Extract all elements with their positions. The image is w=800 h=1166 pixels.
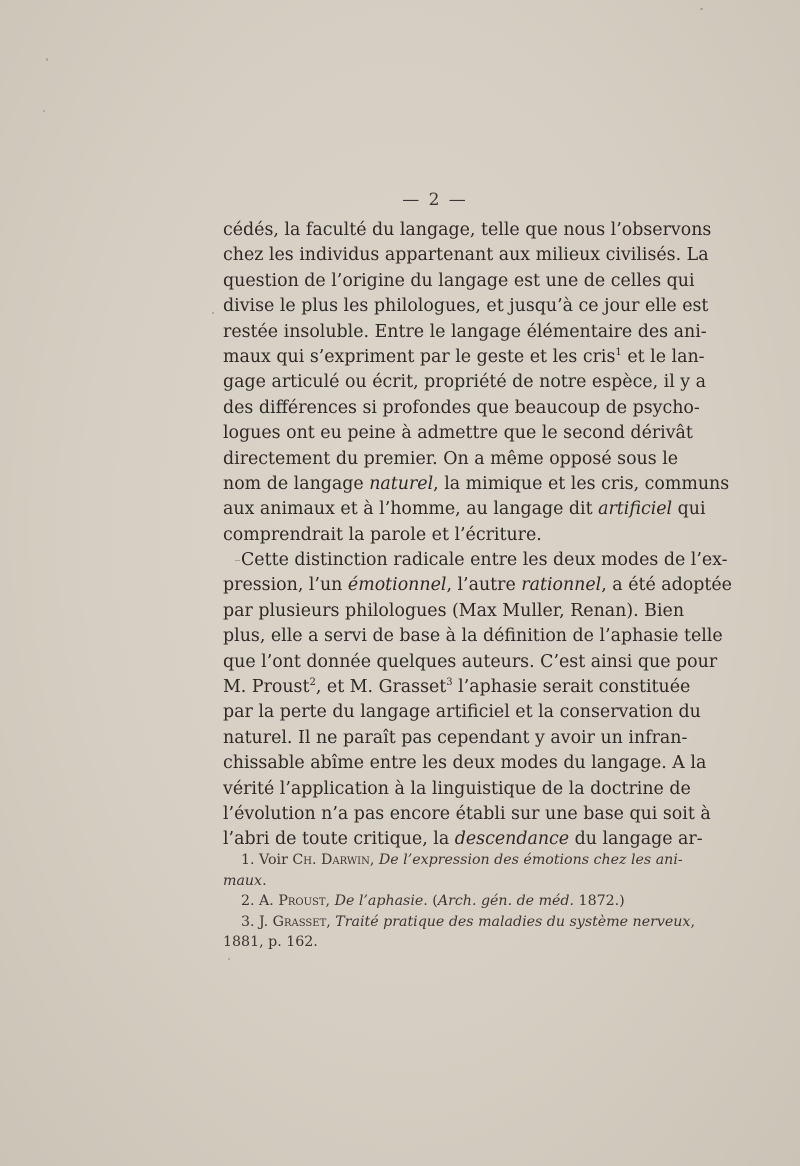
footnote-text: 1881, p. 162. [223,934,318,951]
body-text [223,218,732,853]
footnote-ref-1: 1 [615,347,622,359]
text-segment: maux qui s’expriment par le geste et les cris [223,346,616,367]
footnote-author: Proust [278,893,326,910]
text-segment: , la mimique et les cris, communs [433,473,730,494]
text-line: divise le plus les philologues, et jusqu’à ce jour elle est [223,296,709,317]
footnote-1 [223,850,683,871]
page-number: — 2 — [402,190,468,210]
text-line: chissable abîme entre les deux modes du langage. A la [223,753,707,774]
text-line: restée insoluble. Entre le langage élémentaire des ani- [223,321,707,342]
text-line [223,345,705,370]
footnote-ref-3: 3 [446,677,453,689]
text-segment: nom de langage [223,473,364,494]
footnote-text: A. [259,893,279,910]
text-line: par la perte du langage artificiel et la conservation du [223,702,701,723]
paper-speck [235,560,240,561]
text-segment: du langage ar- [574,829,703,850]
footnote-2 [223,891,655,912]
footnote-number: 3. [241,913,260,930]
italic-term: rationnel [521,575,602,596]
paper-speck [43,110,45,112]
footnote-text: , [369,852,379,868]
text-segment: l’abri de toute critique, la [223,829,450,850]
text-line: naturel. Il ne paraît pas cependant y avoir un infran- [223,727,688,748]
italic-term: artificiel [598,499,673,520]
footnote-number: 1. [241,852,260,868]
footnote-3-cont [223,932,655,953]
footnote-title: De l’aphasie [334,893,424,910]
footnote-text: . [262,872,267,889]
text-segment: pression, l’un [223,575,343,596]
footnote-1-cont [223,871,655,892]
footnote-title: De l’expression des émotions chez les ani- [378,852,683,868]
text-line: chez les individus appartenant aux milieux civilisés. La [223,245,709,266]
text-line: plus, elle a servi de base à la définition de l’aphasie telle [223,626,723,647]
footnote-title: Traité pratique des maladies du système nerveux [335,913,691,930]
footnote-text: , [325,893,335,910]
footnote-ref-2: 2 [309,677,316,689]
text-segment: , et M. Grasset [315,677,447,698]
text-line: logues ont eu peine à admettre que le second dérivât [223,423,693,444]
footnote-title: maux [223,872,263,889]
text-segment: et le lan- [621,346,705,367]
footnote-text: 1872.) [574,893,625,910]
text-line: directement du premier. On a même opposé sous le [223,448,679,469]
text-segment: l’aphasie serait constituée [452,677,691,698]
text-line: cédés, la faculté du langage, telle que nous l’observons [223,220,712,240]
text-line: gage articulé ou écrit, propriété de notre espèce, il y a [223,372,707,393]
italic-term: émotionnel [347,575,447,596]
italic-term: naturel [369,473,434,494]
text-line [223,573,732,598]
footnotes [223,850,695,953]
footnote-3 [223,912,695,933]
footnote-text: Voir [259,852,293,868]
text-line [223,497,706,522]
text-line: l’évolution n’a pas encore établi sur une base qui soit à [223,803,711,824]
text-segment: , a été adoptée [601,575,732,596]
footnote-text: , [326,913,336,930]
text-line: Cette distinction radicale entre les deux modes de l’ex- [241,550,728,571]
text-line: par plusieurs philologues (Max Muller, Renan). Bien [223,600,685,621]
text-segment: aux animaux et à l’homme, au langage dit [223,499,593,520]
text-line: comprendrait la parole et l’écriture. [223,524,542,545]
text-segment: , l’autre [446,575,522,596]
paper-speck [700,8,703,10]
text-line: des différences si profondes que beaucoup de psycho- [223,397,700,418]
footnote-number: 2. [241,893,260,910]
footnote-text: J. [259,913,273,930]
paper-speck [228,958,230,960]
footnote-text: . ( [423,893,438,910]
italic-term: descendance [454,829,570,850]
paper-speck [212,312,214,314]
text-line: que l’ont donnée quelques auteurs. C’est ainsi que pour [223,651,718,672]
text-line [223,472,730,497]
text-line [223,827,703,852]
footnote-text: , [690,913,695,930]
text-segment: qui [672,499,706,520]
footnote-author: Grasset [272,913,327,930]
text-line: vérité l’application à la linguistique de la doctrine de [223,778,691,799]
text-segment: M. Proust [223,677,310,698]
text-line [223,675,691,700]
footnote-journal: Arch. gén. de méd. [437,893,575,910]
footnote-author: Ch. Darwin [292,852,370,868]
paper-speck [46,58,48,61]
text-line: question de l’origine du langage est une de celles qui [223,270,695,291]
